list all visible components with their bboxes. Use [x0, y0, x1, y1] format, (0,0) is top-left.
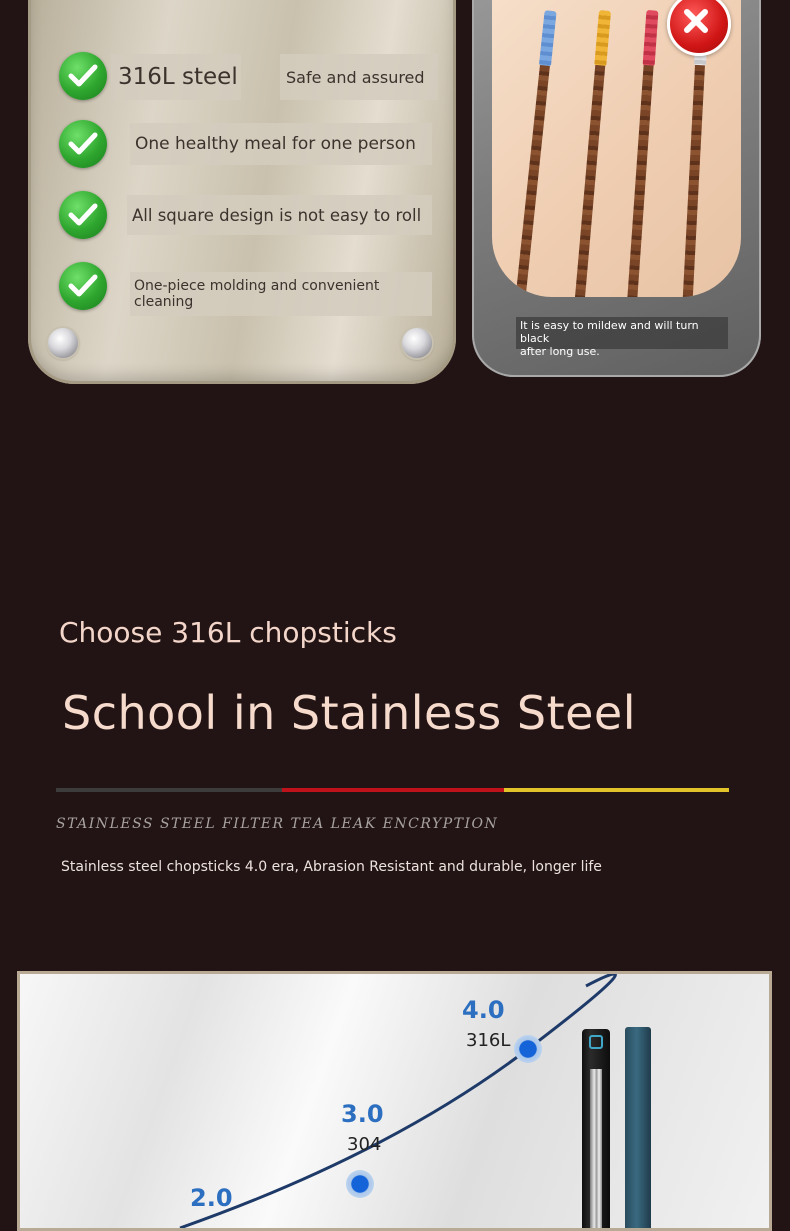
- feature-label-healthy-meal: One healthy meal for one person: [130, 123, 432, 165]
- era-comparison-panel: [17, 971, 772, 1231]
- color-bar-red: [282, 788, 504, 792]
- description: Stainless steel chopsticks 4.0 era, Abrasion Resistant and durable, longer life: [61, 859, 602, 875]
- check-icon: [59, 262, 107, 310]
- chopstick-case: [625, 1027, 651, 1228]
- check-icon: [59, 52, 107, 100]
- era-number-2: 2.0: [190, 1184, 233, 1212]
- feature-label-one-piece-line1: One-piece molding and convenient: [134, 278, 380, 294]
- mildew-caption-line2: after long use.: [520, 345, 600, 358]
- era-curve: [20, 974, 769, 1228]
- sub-headline: Choose 316L chopsticks: [59, 616, 397, 649]
- check-icon: [59, 191, 107, 239]
- feature-label-square-design: All square design is not easy to roll: [127, 195, 432, 235]
- era-material-304: 304: [347, 1134, 382, 1155]
- headline: School in Stainless Steel: [62, 686, 637, 740]
- color-bar-dark: [56, 788, 282, 792]
- feature-label-one-piece: [130, 272, 432, 316]
- feature-tag-safe: Safe and assured: [280, 54, 438, 100]
- screw-icon: [48, 328, 78, 358]
- era-marker-4: [514, 1035, 542, 1063]
- era-marker-3: [346, 1170, 374, 1198]
- mildew-caption-line1: It is easy to mildew and will turn black: [520, 319, 699, 345]
- script-tagline: STAINLESS STEEL FILTER TEA LEAK ENCRYPTION: [56, 816, 499, 832]
- feature-label-one-piece-line2: cleaning: [134, 294, 194, 310]
- era-number-4: 4.0: [462, 996, 505, 1024]
- color-bar-yellow: [504, 788, 729, 792]
- steel-chopsticks: [582, 1029, 610, 1228]
- mildew-caption: [516, 317, 728, 358]
- era-number-3: 3.0: [341, 1100, 384, 1128]
- screw-icon: [402, 328, 432, 358]
- era-material-316l: 316L: [466, 1030, 511, 1051]
- feature-label-316l: 316L steel: [111, 54, 241, 100]
- check-icon: [59, 120, 107, 168]
